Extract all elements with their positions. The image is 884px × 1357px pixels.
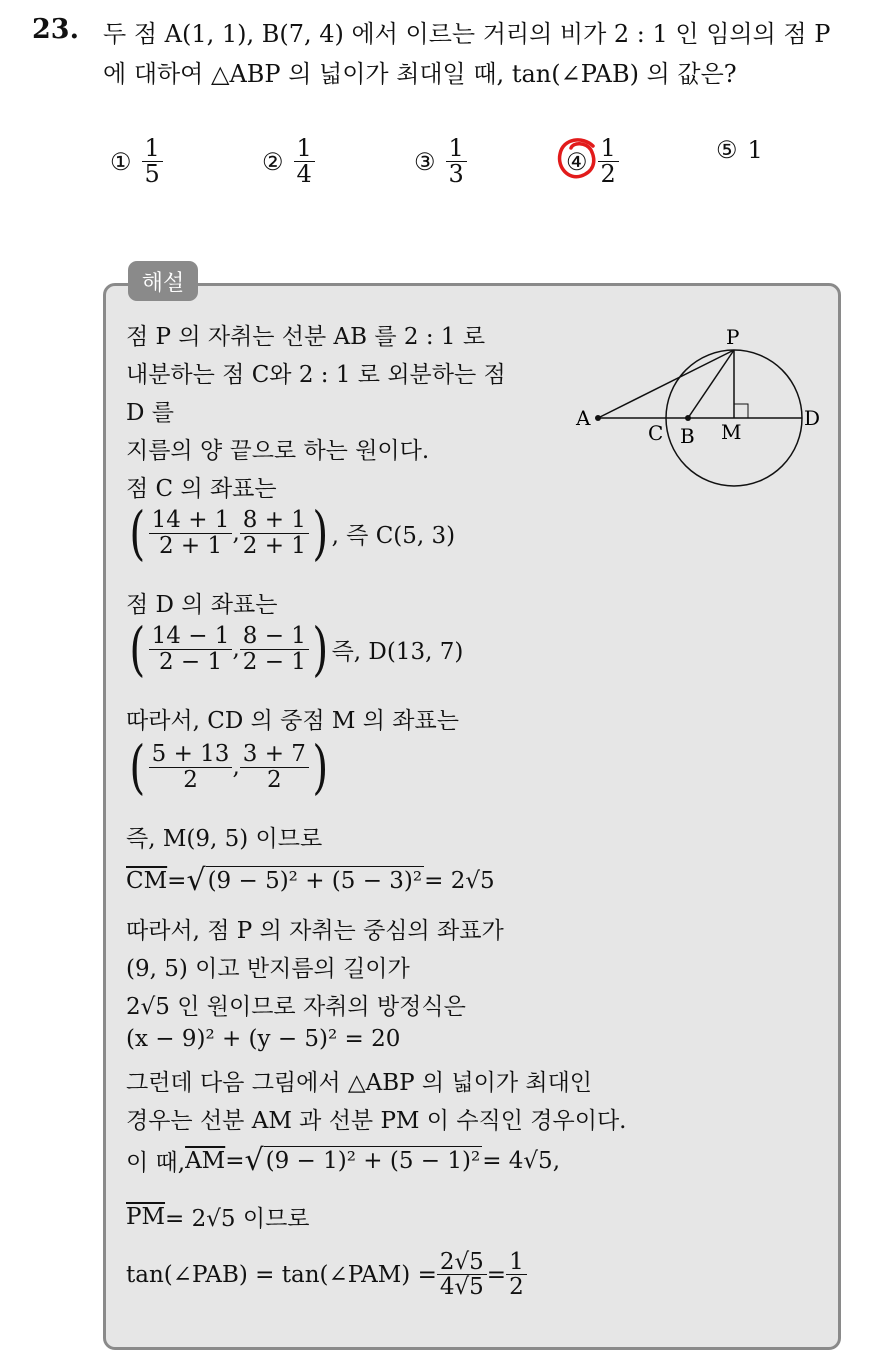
solution-line-3: D 를 [126,400,174,426]
choice-1-mark: ① [110,147,132,176]
choice-5-mark: ⑤ [716,136,738,164]
am-length-formula: 이 때, $\overline{AM}$ = √ (9 − 1)² + (5 − 1)² = 4√5, [126,1142,561,1178]
tan-formula: tan(∠PAB) = tan(∠PAM) = $\frac{2√5}{4√5}$ = $\frac{1}{2}$ [126,1250,527,1299]
choice-3-fraction: $\frac{1}{3}$ [446,136,467,187]
circle-equation: (x − 9)² + (y − 5)² = 20 [126,1026,401,1052]
solution-line-4: 지름의 양 끝으로 하는 원이다. [126,438,430,464]
solution-line-2: 내분하는 점 C와 2 : 1 로 외분하는 점 [126,362,506,388]
choice-5[interactable] [716,136,763,164]
d-coordinate-formula: ( $\frac{14 - 1}{2 - 1}$ , $\frac{8 - 1}{2 - 1}$ ) 즉, D(13, 7) [129,615,464,683]
label-c: C [648,421,664,445]
solution-line-11: 2√5 인 원이므로 자취의 방정식은 [126,994,466,1020]
choice-2-fraction: $\frac{1}{4}$ [294,136,315,187]
label-p: P [726,325,740,349]
choice-1[interactable] [110,136,163,187]
locus-diagram [572,322,832,497]
point-b [685,415,691,421]
solution-line-14: 경우는 선분 AM 과 선분 PM 이 수직인 경우이다. [126,1108,627,1134]
c-coordinate-formula: ( $\frac{14 + 1}{2 + 1}$ , $\frac{8 + 1}{2 + 1}$ ) , 즉 C(5, 3) [129,499,456,567]
question-number: 23. [32,14,79,45]
question-line-1: 두 점 A(1, 1), B(7, 4) 에서 이르는 거리의 비가 2 : 1 인 임의의 점 P [103,20,831,48]
choice-3-mark: ③ [414,147,436,176]
solution-line-9: 따라서, 점 P 의 자취는 중심의 좌표가 [126,918,504,944]
choice-2-mark: ② [262,147,284,176]
solution-line-10: (9, 5) 이고 반지름의 길이가 [126,956,410,982]
solution-tag: 해설 [128,261,198,301]
solution-line-5: 점 C 의 좌표는 [126,476,277,502]
choice-1-fraction: $\frac{1}{5}$ [142,136,163,187]
solution-line-7: 따라서, CD 의 중점 M 의 좌표는 [126,708,459,734]
choice-5-value: 1 [747,136,763,164]
choice-3[interactable] [414,136,467,187]
solution-line-1: 점 P 의 자취는 선분 AB 를 2 : 1 로 [126,324,486,350]
segment-ap [598,350,734,418]
label-a: A [576,406,591,430]
solution-line-6: 점 D 의 좌표는 [126,592,278,618]
segment-bp [688,350,734,418]
m-coordinate-formula: ( $\frac{5 + 13}{2}$ , $\frac{3 + 7}{2}$ ) [129,733,329,801]
point-a [595,415,601,421]
pm-length-formula: $\overline{PM}$ = 2√5 이므로 [126,1203,310,1232]
choice-4-fraction: $\frac{1}{2}$ [598,136,619,187]
label-d: D [804,406,821,430]
solution-line-8: 즉, M(9, 5) 이므로 [126,826,323,852]
question-line-2: 에 대하여 △ABP 의 넓이가 최대일 때, tan(∠PAB) 의 값은? [103,60,737,88]
choice-4-mark: ④ [566,147,588,176]
label-b: B [680,424,695,448]
cm-length-formula: $\overline{CM}$ = √ (9 − 5)² + (5 − 3)² = 2√5 [126,863,495,898]
choice-2[interactable] [262,136,315,187]
solution-line-13: 그런데 다음 그림에서 △ABP 의 넓이가 최대인 [126,1070,593,1096]
answer-circle-mark [553,134,603,184]
right-angle-mark [734,404,748,418]
label-m: M [721,420,742,444]
